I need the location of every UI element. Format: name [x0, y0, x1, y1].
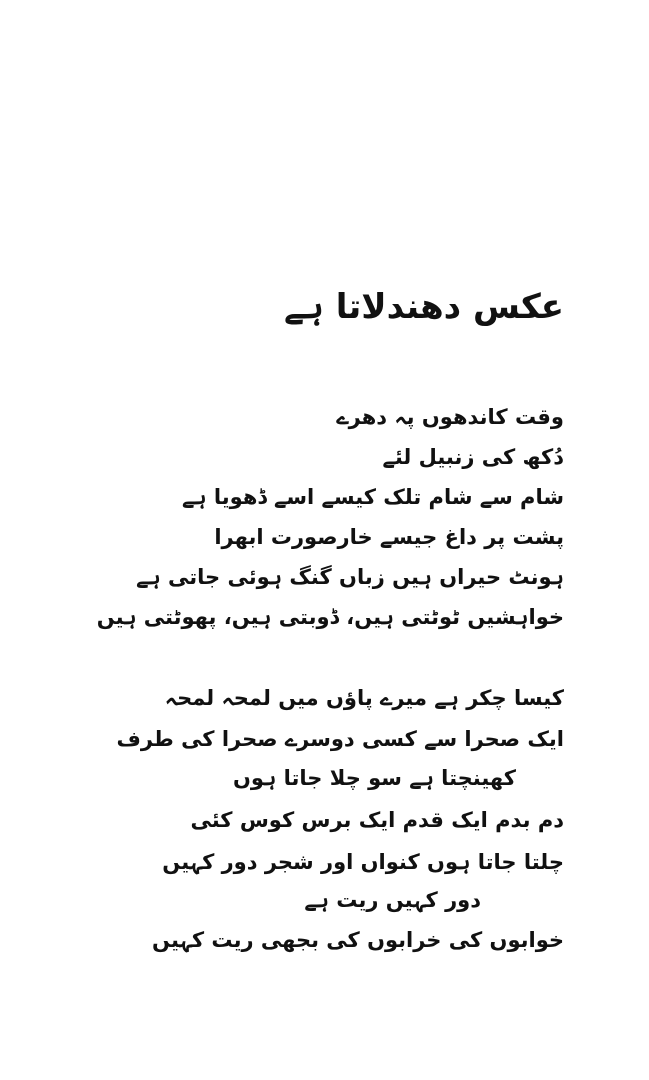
poem-line: خوابوں کی خرابوں کی بجھی ریت کہیں: [152, 928, 564, 952]
poem-line: دور کہیں ریت ہے: [304, 888, 481, 912]
poem-line: پشت پر داغ جیسے خارصورت ابھرا: [214, 525, 564, 549]
poem-line: کیسا چکر ہے میرے پاؤں میں لمحہ لمحہ: [164, 686, 564, 710]
poem-line: خواہشیں ٹوٹتی ہیں، ڈوبتی ہیں، پھوٹتی ہیں: [96, 605, 564, 629]
poem-line: چلتا جاتا ہوں کنواں اور شجر دور کہیں: [162, 850, 564, 874]
poem-line: وقت کاندھوں پہ دھرے: [336, 405, 564, 429]
poem-line: دُکھ کی زنبیل لئے: [382, 445, 564, 469]
poem-line: ہونٹ حیراں ہیں زباں گنگ ہوئی جاتی ہے: [136, 565, 564, 589]
poem-line: ایک صحرا سے کسی دوسرے صحرا کی طرف: [116, 727, 564, 751]
poem-line: کھینچتا ہے سو چلا جاتا ہوں: [232, 766, 516, 790]
poem-line: دم بدم ایک قدم ایک برس کوس کئی: [190, 808, 564, 832]
poem-title: عکس دھندلاتا ہے: [284, 287, 564, 327]
poem-line: شام سے شام تلک کیسے اسے ڈھویا ہے: [181, 485, 564, 509]
